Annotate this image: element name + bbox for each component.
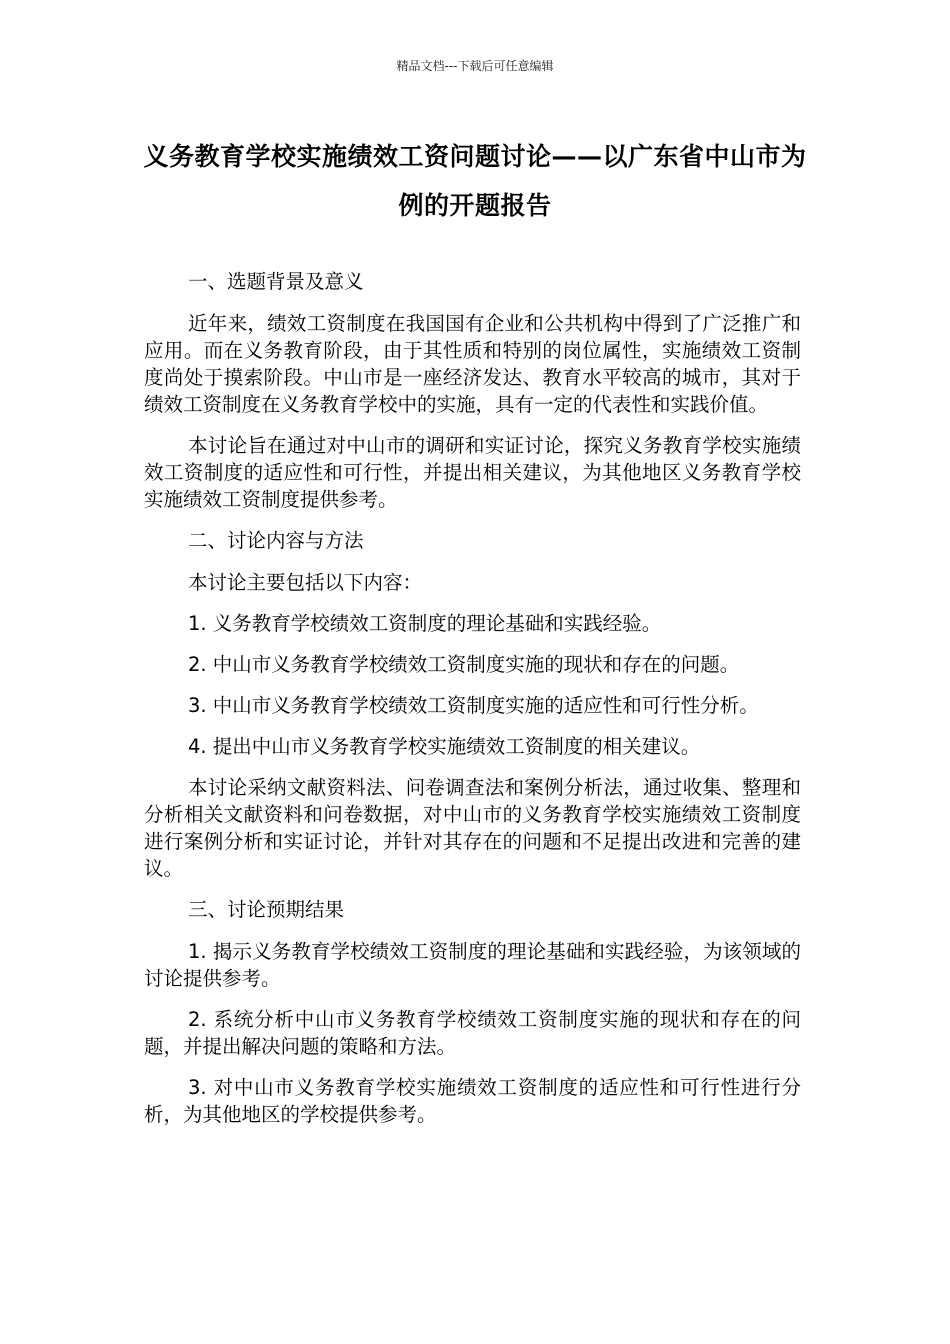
document-body xyxy=(144,268,801,1142)
content-list-item: 2. 中山市义务教育学校绩效工资制度实施的现状和存在的问题。 xyxy=(188,653,740,676)
content-list-item: 1. 义务教育学校绩效工资制度的理论基础和实践经验。 xyxy=(188,612,662,635)
result-list-item: 3. 对中山市义务教育学校实施绩效工资制度的适应性和可行性进行分析，为其他地区的学校提供参考。 xyxy=(144,1076,801,1126)
paragraph-method: 本讨论采纳文献资料法、问卷调查法和案例分析法，通过收集、整理和分析相关文献资料和问卷数据，对中山市的义务教育学校实施绩效工资制度进行案例分析和实证讨论，并针对其存在的问题和不足提出改进和完善的建议。 xyxy=(144,776,801,880)
paragraph-background: 近年来，绩效工资制度在我国国有企业和公共机构中得到了广泛推广和应用。而在义务教育阶段，由于其性质和特别的岗位属性，实施绩效工资制度尚处于摸索阶段。中山市是一座经济发达、教育水平较高的城市，其对于绩效工资制度在义务教育学校中的实施，具有一定的代表性和实践价值。 xyxy=(144,312,801,416)
document-title: 义务教育学校实施绩效工资问题讨论——以广东省中山市为例的开题报告 xyxy=(143,142,807,220)
result-list-item: 2. 系统分析中山市义务教育学校绩效工资制度实施的现状和存在的问题，并提出解决问题的策略和方法。 xyxy=(144,1008,801,1058)
content-list-item: 3. 中山市义务教育学校绩效工资制度实施的适应性和可行性分析。 xyxy=(188,694,759,717)
section-heading-expected-results: 三、讨论预期结果 xyxy=(188,898,345,921)
section-heading-content-method: 二、讨论内容与方法 xyxy=(188,529,364,552)
paragraph-purpose: 本讨论旨在通过对中山市的调研和实证讨论，探究义务教育学校实施绩效工资制度的适应性和可行性，并提出相关建议，为其他地区义务教育学校实施绩效工资制度提供参考。 xyxy=(144,434,801,511)
header-note: 精品文档---下载后可任意编辑 xyxy=(396,59,554,73)
section-heading-background: 一、选题背景及意义 xyxy=(188,270,364,293)
result-list-item: 1. 揭示义务教育学校绩效工资制度的理论基础和实践经验，为该领域的讨论提供参考。 xyxy=(144,940,801,990)
content-list-item: 4. 提出中山市义务教育学校实施绩效工资制度的相关建议。 xyxy=(188,735,701,758)
content-intro: 本讨论主要包括以下内容： xyxy=(188,571,423,594)
